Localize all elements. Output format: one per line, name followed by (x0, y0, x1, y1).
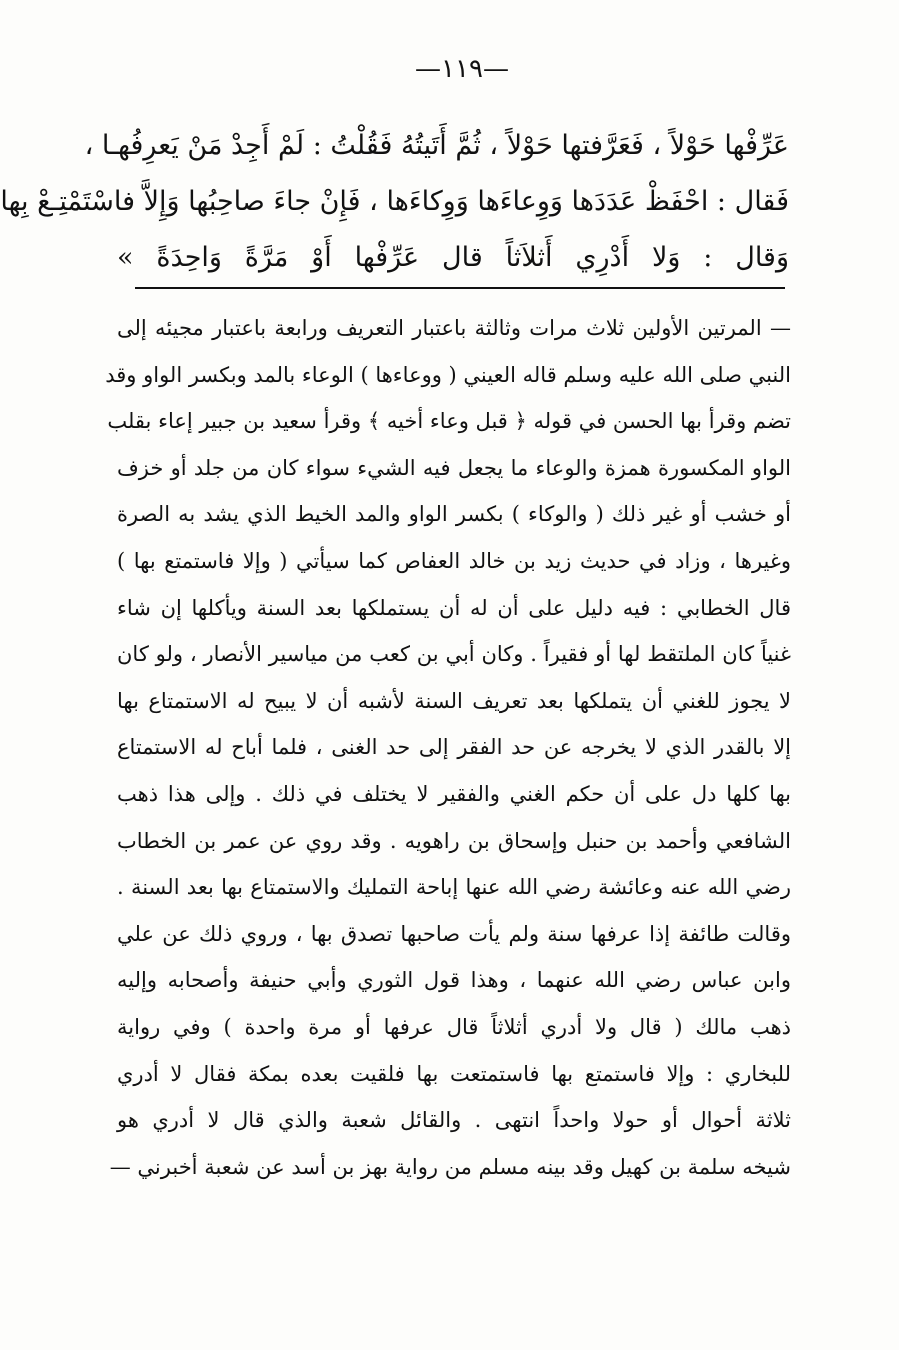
page-number: —١١٩— (415, 54, 509, 84)
footnote-line: إلا بالقدر الذي لا يخرجه عن حد الفقر إلى حد الغنى ، فلما أباح له الاستمتاع (117, 735, 791, 760)
footnote-line: للبخاري : وإلا فاستمتع بها فاستمتعت بها فلقيت بعده بمكة فقال لا أدري (117, 1061, 791, 1086)
footnote-line: وابن عباس رضي الله عنهما ، وهذا قول الثوري وأبي حنيفة وأصحابه وإليه (117, 968, 791, 993)
hadith-line: وَقال : وَلا أَدْرِي أَثلاَثاً قال عَرِّفْها أَوْ مَرَّةً وَاحِدَةً » (117, 242, 789, 273)
footnote-line: رضي الله عنه وعائشة رضي الله عنها إباحة التمليك والاستمتاع بها بعد السنة . (117, 875, 791, 900)
footnote-line: النبي صلى الله عليه وسلم قاله العيني ( ووعاءها ) الوعاء بالمد وبكسر الواو وقد (105, 362, 791, 387)
footnote-line: الواو المكسورة همزة والوعاء ما يجعل فيه الشيء سواء كان من جلد أو خزف (117, 455, 791, 480)
footnote-line: وغيرها ، وزاد في حديث زيد بن خالد العفاص كما سيأتي ( وإلا فاستمتع بها ) (117, 548, 791, 573)
footnote-line: شيخه سلمة بن كهيل وقد بينه مسلم من رواية بهز بن أسد عن شعبة أخبرني — (109, 1154, 791, 1179)
footnote-line: بها كلها دل على أن حكم الغني والفقير لا يختلف في ذلك . وإلى هذا ذهب (117, 781, 791, 806)
footnote-line: تضم وقرأ بها الحسن في قوله ﴿ قبل وعاء أخيه ﴾ وقرأ سعيد بن جبير إعاء بقلب (107, 409, 791, 434)
footnote-line: أو خشب أو غير ذلك ( والوكاء ) بكسر الواو والمد الخيط الذي يشد به الصرة (117, 502, 791, 527)
footnote-line: ذهب مالك ( قال ولا أدري أثلاثاً قال عرفها أو مرة واحدة ) وفي رواية (117, 1014, 791, 1039)
footnote-line: قال الخطابي : فيه دليل على أن له أن يستملكها بعد السنة ويأكلها إن شاء (117, 595, 791, 620)
hadith-text (0, 118, 789, 286)
footnote-line: وقالت طائفة إذا عرفها سنة ولم يأت صاحبها تصدق بها ، وروي ذلك عن علي (117, 921, 791, 946)
footnote-line: لا يجوز للغني أن يتملكها بعد تعريف السنة لأشبه أن لا يبيح له الاستمتاع بها (117, 688, 791, 713)
footnote-divider (135, 287, 785, 289)
footnote-line: الشافعي وأحمد بن حنبل وإسحاق بن راهويه . وقد روي عن عمر بن الخطاب (117, 828, 791, 853)
footnote-line: غنياً كان الملتقط لها أو فقيراً . وكان أبي بن كعب من مياسير الأنصار ، ولو كان (117, 642, 791, 667)
hadith-line: عَرِّفْها حَوْلاً ، فَعَرَّفتها حَوْلاً ، ثُمَّ أَتَيتُهُ فَقُلْتُ : لَمْ أَجِدْ مَنْ يَعرِفُهـا ، (84, 130, 789, 161)
footnote-line: — المرتين الأولين ثلاث مرات وثالثة باعتبار التعريف ورابعة باعتبار مجيئه إلى (117, 316, 791, 340)
hadith-line: فَقال : احْفَظْ عَدَدَها وَوِعاءَها وَوِكاءَها ، فَإِنْ جاءَ صاحِبُها وَإِلاَّ فاسْتَمْتِـعْ بِها (0, 186, 789, 217)
commentary-footnote (105, 305, 791, 1190)
footnote-line: ثلاثة أحوال أو حولا واحداً انتهى . والقائل شعبة والذي قال لا أدري هو (117, 1108, 791, 1133)
